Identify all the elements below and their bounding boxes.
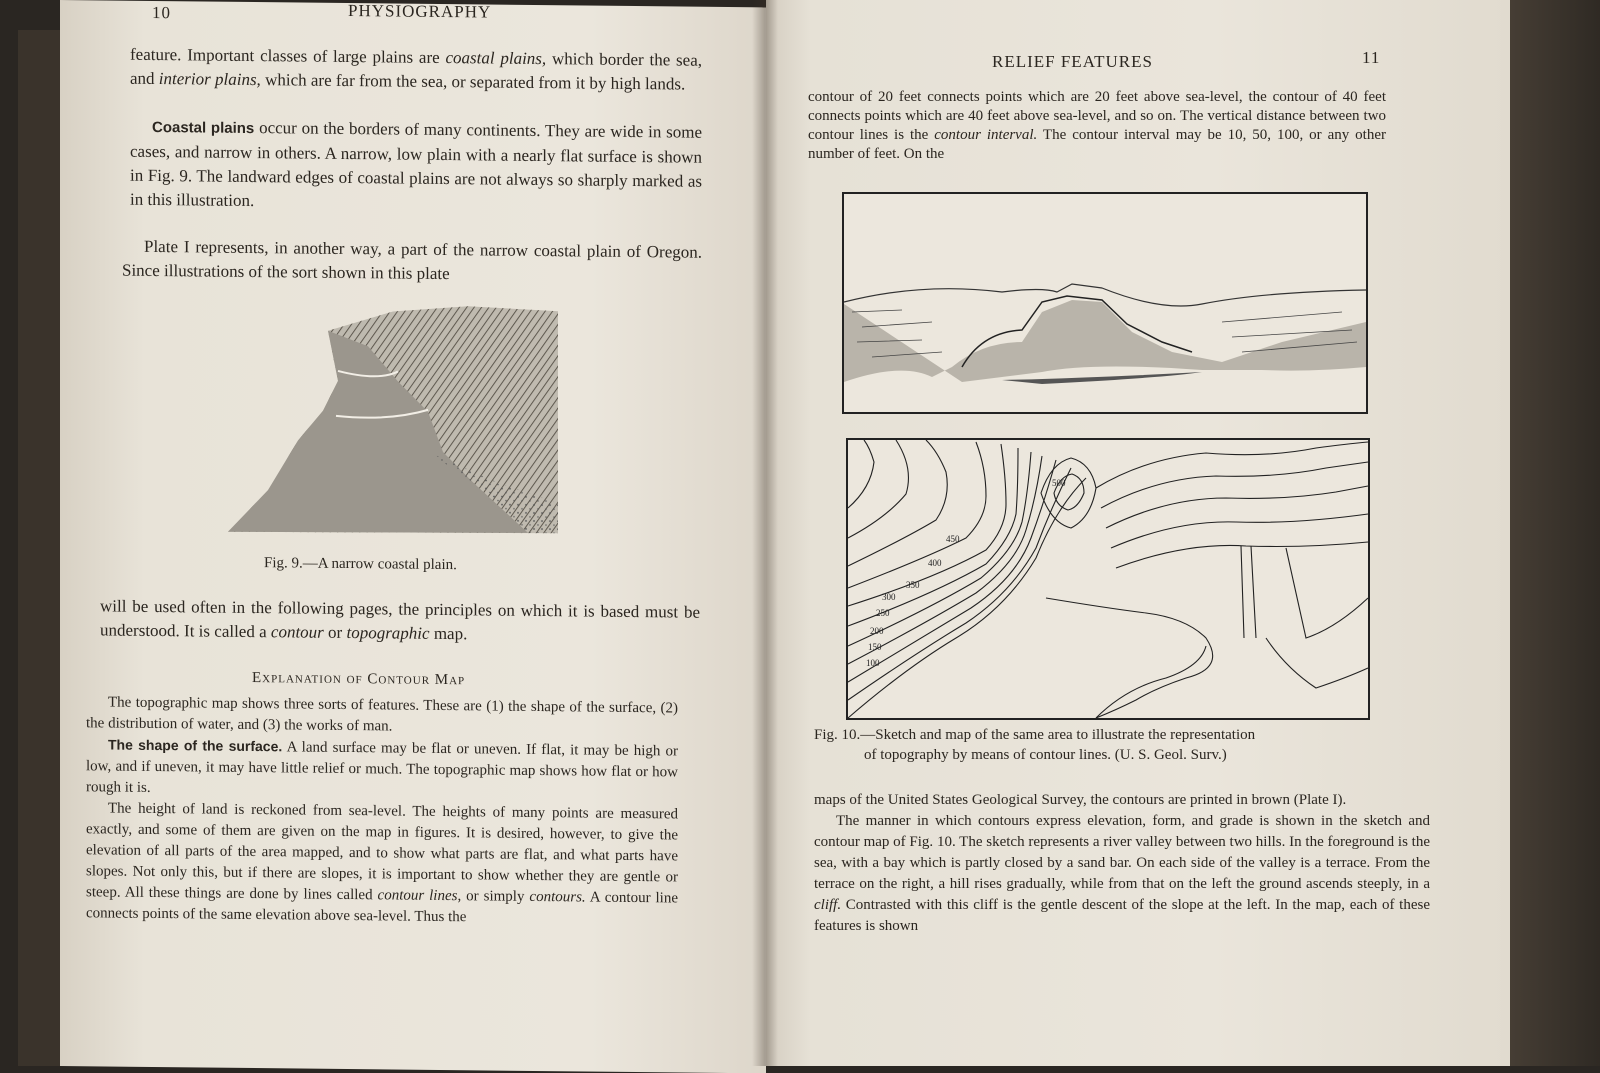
term-interior-plains: interior plains,: [158, 69, 261, 90]
fig-9-caption: Fig. 9.—A narrow coastal plain.: [264, 555, 457, 574]
text-run: which border the sea, and: [130, 49, 702, 89]
contour-label-300: 300: [882, 592, 896, 602]
contour-label-100: 100: [866, 658, 880, 668]
text-run: Plate I represents, in another way, a part of the narrow coastal plain of Oregon. Since illustrations of the sort shown in this plate: [122, 236, 702, 284]
text-run: map.: [429, 623, 468, 644]
fig-10-sketch: [842, 192, 1368, 414]
text-run: The manner in which contours express elevation, form, and grade is shown in the sketch and contour map of Fig. 10. The sketch represents a river valley between two hills. In the foreground is the sea, with a bay which is partly closed by a sand bar. On each side of the valley is a terrace. From the terrace on the right, a hill rises gradually, while from that on the left the ground ascends steeply, in a: [814, 813, 1430, 892]
left-running-head: PHYSIOGRAPHY: [348, 1, 492, 22]
term-contour: contour: [270, 622, 324, 642]
book-gutter: [752, 0, 778, 1066]
contour-label-400: 400: [928, 558, 942, 568]
text-run: feature. Important classes of large plains are: [130, 44, 446, 68]
text-run: occur on the borders of many continents. They are wide in some cases, and narrow in others. A narrow, low plain with a nearly flat surface is shown in Fig. 9. The landward edges of coastal plains are not always so sharply marked as in this illustration.: [130, 118, 703, 211]
lead-coastal-plains: Coastal plains: [152, 118, 255, 138]
right-para-2: [814, 790, 1430, 937]
left-para-2: [130, 115, 702, 218]
text-run: The topographic map shows three sorts of features. These are (1) the shape of the surface, (2) the distribution of water, and (3) the works of man.: [86, 694, 678, 735]
contour-label-150: 150: [868, 642, 882, 652]
text-run: The height of land is reckoned from sea-level. The heights of many points are measured exactly, and some of them are given on the map in figures. It is desired, however, to give the elevation of all parts of the area mapped, and to show what parts are flat, and what parts have slopes. Not only this, but if there are slopes, it is important to show whether they are gentle or steep. All these things are done by lines called: [86, 800, 678, 904]
lead-shape-of-surface: The shape of the surface.: [108, 736, 283, 755]
left-para-5: [86, 692, 678, 930]
text-run: Contrasted with this cliff is the gentle descent of the slope at the left. In the map, each of these features is shown: [814, 897, 1430, 934]
left-para-4: [100, 594, 700, 648]
term-contour-lines: contour lines,: [377, 887, 462, 905]
contour-label-350: 350: [906, 580, 920, 590]
fig-10-caption-line-2: of topography by means of contour lines. (U. S. Geol. Surv.): [864, 747, 1227, 763]
text-run: The contour interval may be 10, 50, 100, or any other number of feet. On the: [808, 127, 1386, 162]
text-run: maps of the United States Geological Survey, the contours are printed in brown (Plate I).: [814, 792, 1347, 808]
right-running-head: RELIEF FEATURES: [992, 52, 1153, 71]
text-run: will be used often in the following pages, the principles on which it is based must be understood. It is called a: [100, 596, 700, 642]
right-page: [766, 0, 1510, 1066]
fig-10-caption-line-1: Fig. 10.—Sketch and map of the same area to illustrate the representation: [814, 727, 1256, 743]
term-cliff: cliff.: [814, 897, 842, 913]
left-page-number: 10: [152, 2, 171, 23]
section-title: Explanation of Contour Map: [252, 670, 466, 689]
term-topographic: topographic: [346, 623, 430, 643]
left-page: [60, 0, 766, 1073]
term-contours: contours.: [529, 888, 586, 906]
text-run: or simply: [461, 888, 530, 905]
contour-label-200: 200: [870, 626, 884, 636]
text-run: or: [323, 622, 347, 642]
right-page-number: 11: [1362, 48, 1381, 67]
left-para-3: [122, 235, 702, 289]
text-run: A land surface may be flat or uneven. If flat, it may be high or low, and if uneven, it may have little relief or much. The topographic map shows how flat or how rough it is.: [86, 739, 679, 796]
text-run: contour of 20 feet connects points which are 20 feet above sea-level, the contour of 40 feet connects points which are 40 feet above sea-level, and so on. The vertical distance between two contour lines is the: [808, 89, 1386, 143]
contour-label-450: 450: [946, 534, 960, 544]
right-para-1: [808, 88, 1386, 164]
contour-label-500: 500: [1052, 478, 1066, 488]
contour-label-250: 250: [876, 608, 890, 618]
fig-10-contour-map: [846, 438, 1370, 720]
text-run: which are far from the sea, or separated from it by high lands.: [260, 70, 686, 94]
fig-9-illustration: [228, 300, 568, 544]
term-contour-interval: contour interval.: [934, 127, 1038, 143]
term-coastal-plains: coastal plains,: [445, 48, 547, 69]
text-run: A contour line connects points of the same elevation above sea-level. Thus the: [86, 889, 679, 926]
left-para-1: [130, 43, 702, 97]
